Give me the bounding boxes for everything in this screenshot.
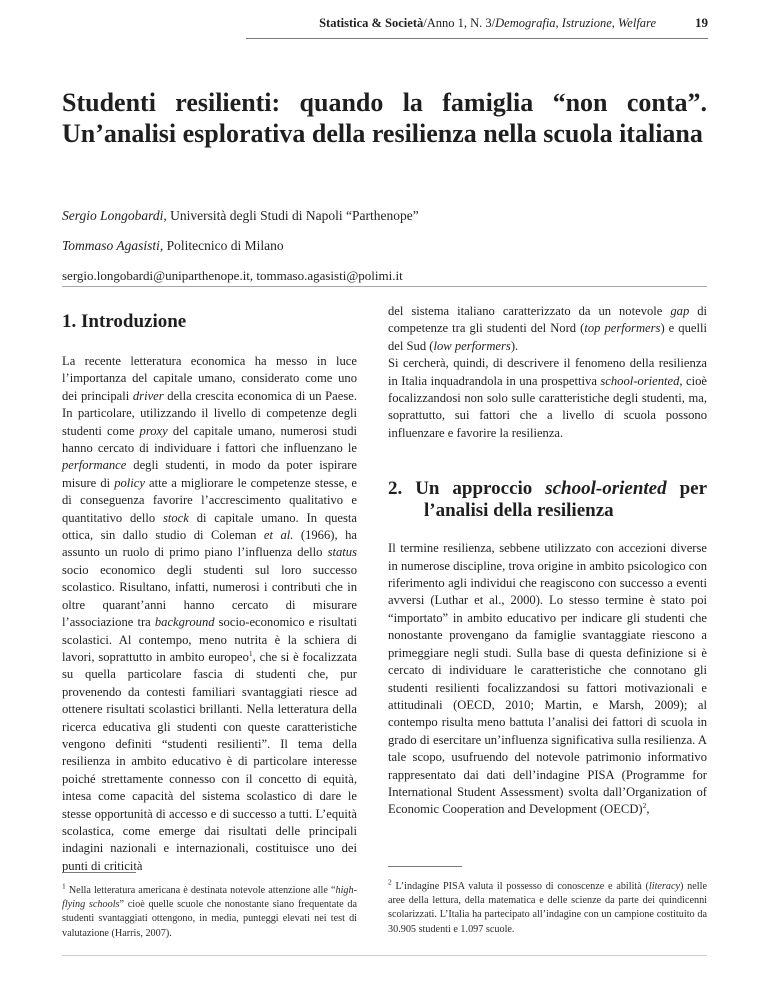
- section-heading-approccio: 2. Un approccio school-oriented per l’analisi della resilienza: [388, 478, 707, 522]
- title-separator: [62, 286, 707, 287]
- journal-section: Demografia, Istruzione, Welfare: [495, 16, 656, 30]
- footnote-rule: [62, 872, 136, 873]
- author-name: Tommaso Agasisti,: [62, 238, 164, 253]
- intro-paragraph: La recente letteratura economica ha messo in luce l’importanza del capitale umano, considerato come uno dei principali driver della crescita economica di un Paese. In particolare, utilizzando il livello di competenze degli studenti come proxy del capitale umano, numerosi studi hanno cercato di individuare i fattori che influenzano le performance degli studenti, in modo da poter ispirare misure di policy atte a migliorare le competenze stesse, e di conseguenza favorire l’accrescimento qualitativo e quantitativo dello stock di capitale umano. In questa ottica, sin dallo studio di Coleman et al. (1966), ha assunto un ruolo di primo piano l’influenza dello status socio economico degli studenti sul loro successo scolastico. Risultano, infatti, numerosi i contributi che in oltre quarant’anni hanno cercato di misurare l’associazione tra background socio-economico e risultati scolastici. Al contempo, meno nutrita è la schiera di lavori, soprattutto in ambito europeo$^1$, che si è focalizzata su quella particolare fascia di studenti che, pur provenendo da contesti familiari svantaggiati riesce ad ottenere risultati scolastici brillanti. Nella letteratura della ricerca educativa gli studenti con queste caratteristiche vengono definiti “studenti resilienti”. Il tema della resilienza in ambito educativo è di particolare interesse poiché strettamente connesso con il concetto di equità, intesa come capacità del sistema scolastico di dare le stesse opportunità di accesso e di successo a tutti. L’equità scolastica, come emerge dai risultati delle principali indagini nazionali e internazionali, costituisce uno dei punti di criticità: [62, 354, 358, 873]
- author-affiliation: Politecnico di Milano: [163, 238, 284, 253]
- author-2: [62, 236, 707, 256]
- footnote-ref-2[interactable]: 2: [642, 801, 647, 811]
- running-header: [62, 12, 708, 38]
- footnote-rule: [388, 866, 462, 867]
- author-affiliation: Università degli Studi di Napoli “Parthenope”: [166, 208, 419, 223]
- header-rule: [246, 38, 708, 39]
- author-1: [62, 206, 707, 226]
- intro-paragraph-2: Si cercherà, quindi, di descrivere il fenomeno della resilienza in Italia inquadrandola in una prospettiva school-oriented, cioè focalizzandosi non solo sulle caratteristiche degli studenti, ma, soprattutto, sui fattori che a livello di scuola possono influenzare e favorire la resilienza.: [388, 356, 707, 440]
- footnote-2: $^2$ L’indagine PISA valuta il possesso di conoscenze e abilità (literacy) nelle aree della lettura, della matematica e delle scienze da parte dei quindicenni scolarizzati. L’Italia ha partecipato all’indagine con un campione costituito da 30.905 studenti e 1.097 scuole.: [388, 877, 707, 935]
- page-number: 19: [695, 15, 708, 30]
- footnote-1: $^1$ Nella letteratura americana è destinata notevole attenzione alle “high-flying schools” cioè quelle scuole che nonostante siano frequentate da studenti svantaggiati ottengono, in media, punteggi elevati nei test di valutazione (Harris, 2007).: [62, 881, 357, 939]
- right-column: [388, 303, 707, 819]
- author-block: [62, 206, 707, 286]
- section2-paragraph: Il termine resilienza, sebbene utilizzato con accezioni diverse in numerose discipline, trova origine in ambito psicologico con riferimento agli individui che reagiscono con successo a eventi avversi (Luthar et al., 2000). Lo stesso termine è stato poi “importato” in ambito educativo per indicare gli studenti che nonostante provengano da famiglie svantaggiate riescono a primeggiare negli studi. Sulla base di questa definizione si è cercato di individuare le caratteristiche che connotano gli studenti resilienti focalizzandosi su fattori motivazionali e attitudinali (OECD, 2010; Martin, e Marsh, 2009); al contempo risulta meno battuta l’analisi dei fattori di scuola in grado di esercitare un’influenza significativa sulla resilienza. A tale scopo, usufruendo del notevole patrimonio informativo rappresentato dai dati dell’indagine PISA (Programme for International Student Assessment) svolta dall’Organization of Economic Cooperation and Development (OECD)$^2$,: [388, 541, 707, 817]
- footnote-ref-1[interactable]: 1: [248, 648, 253, 658]
- article-title: Studenti resilienti: quando la famiglia “non conta”. Un’analisi esplorativa della resilienza nella scuola italiana: [62, 88, 707, 148]
- journal-name: Statistica & Società: [319, 16, 424, 30]
- left-column: [62, 303, 357, 875]
- journal-issue: /Anno 1, N. 3/: [423, 16, 496, 30]
- journal-header: [319, 16, 656, 31]
- author-name: Sergio Longobardi,: [62, 208, 167, 223]
- intro-paragraph-continued: del sistema italiano caratterizzato da un notevole gap di competenze tra gli studenti del Nord (top performers) e quelli del Sud (low performers).: [388, 304, 707, 353]
- section-heading-introduzione: 1. Introduzione: [62, 311, 187, 332]
- page-bottom-rule: [62, 955, 707, 956]
- author-emails[interactable]: sergio.longobardi@uniparthenope.it, tommaso.agasisti@polimi.it: [62, 268, 403, 283]
